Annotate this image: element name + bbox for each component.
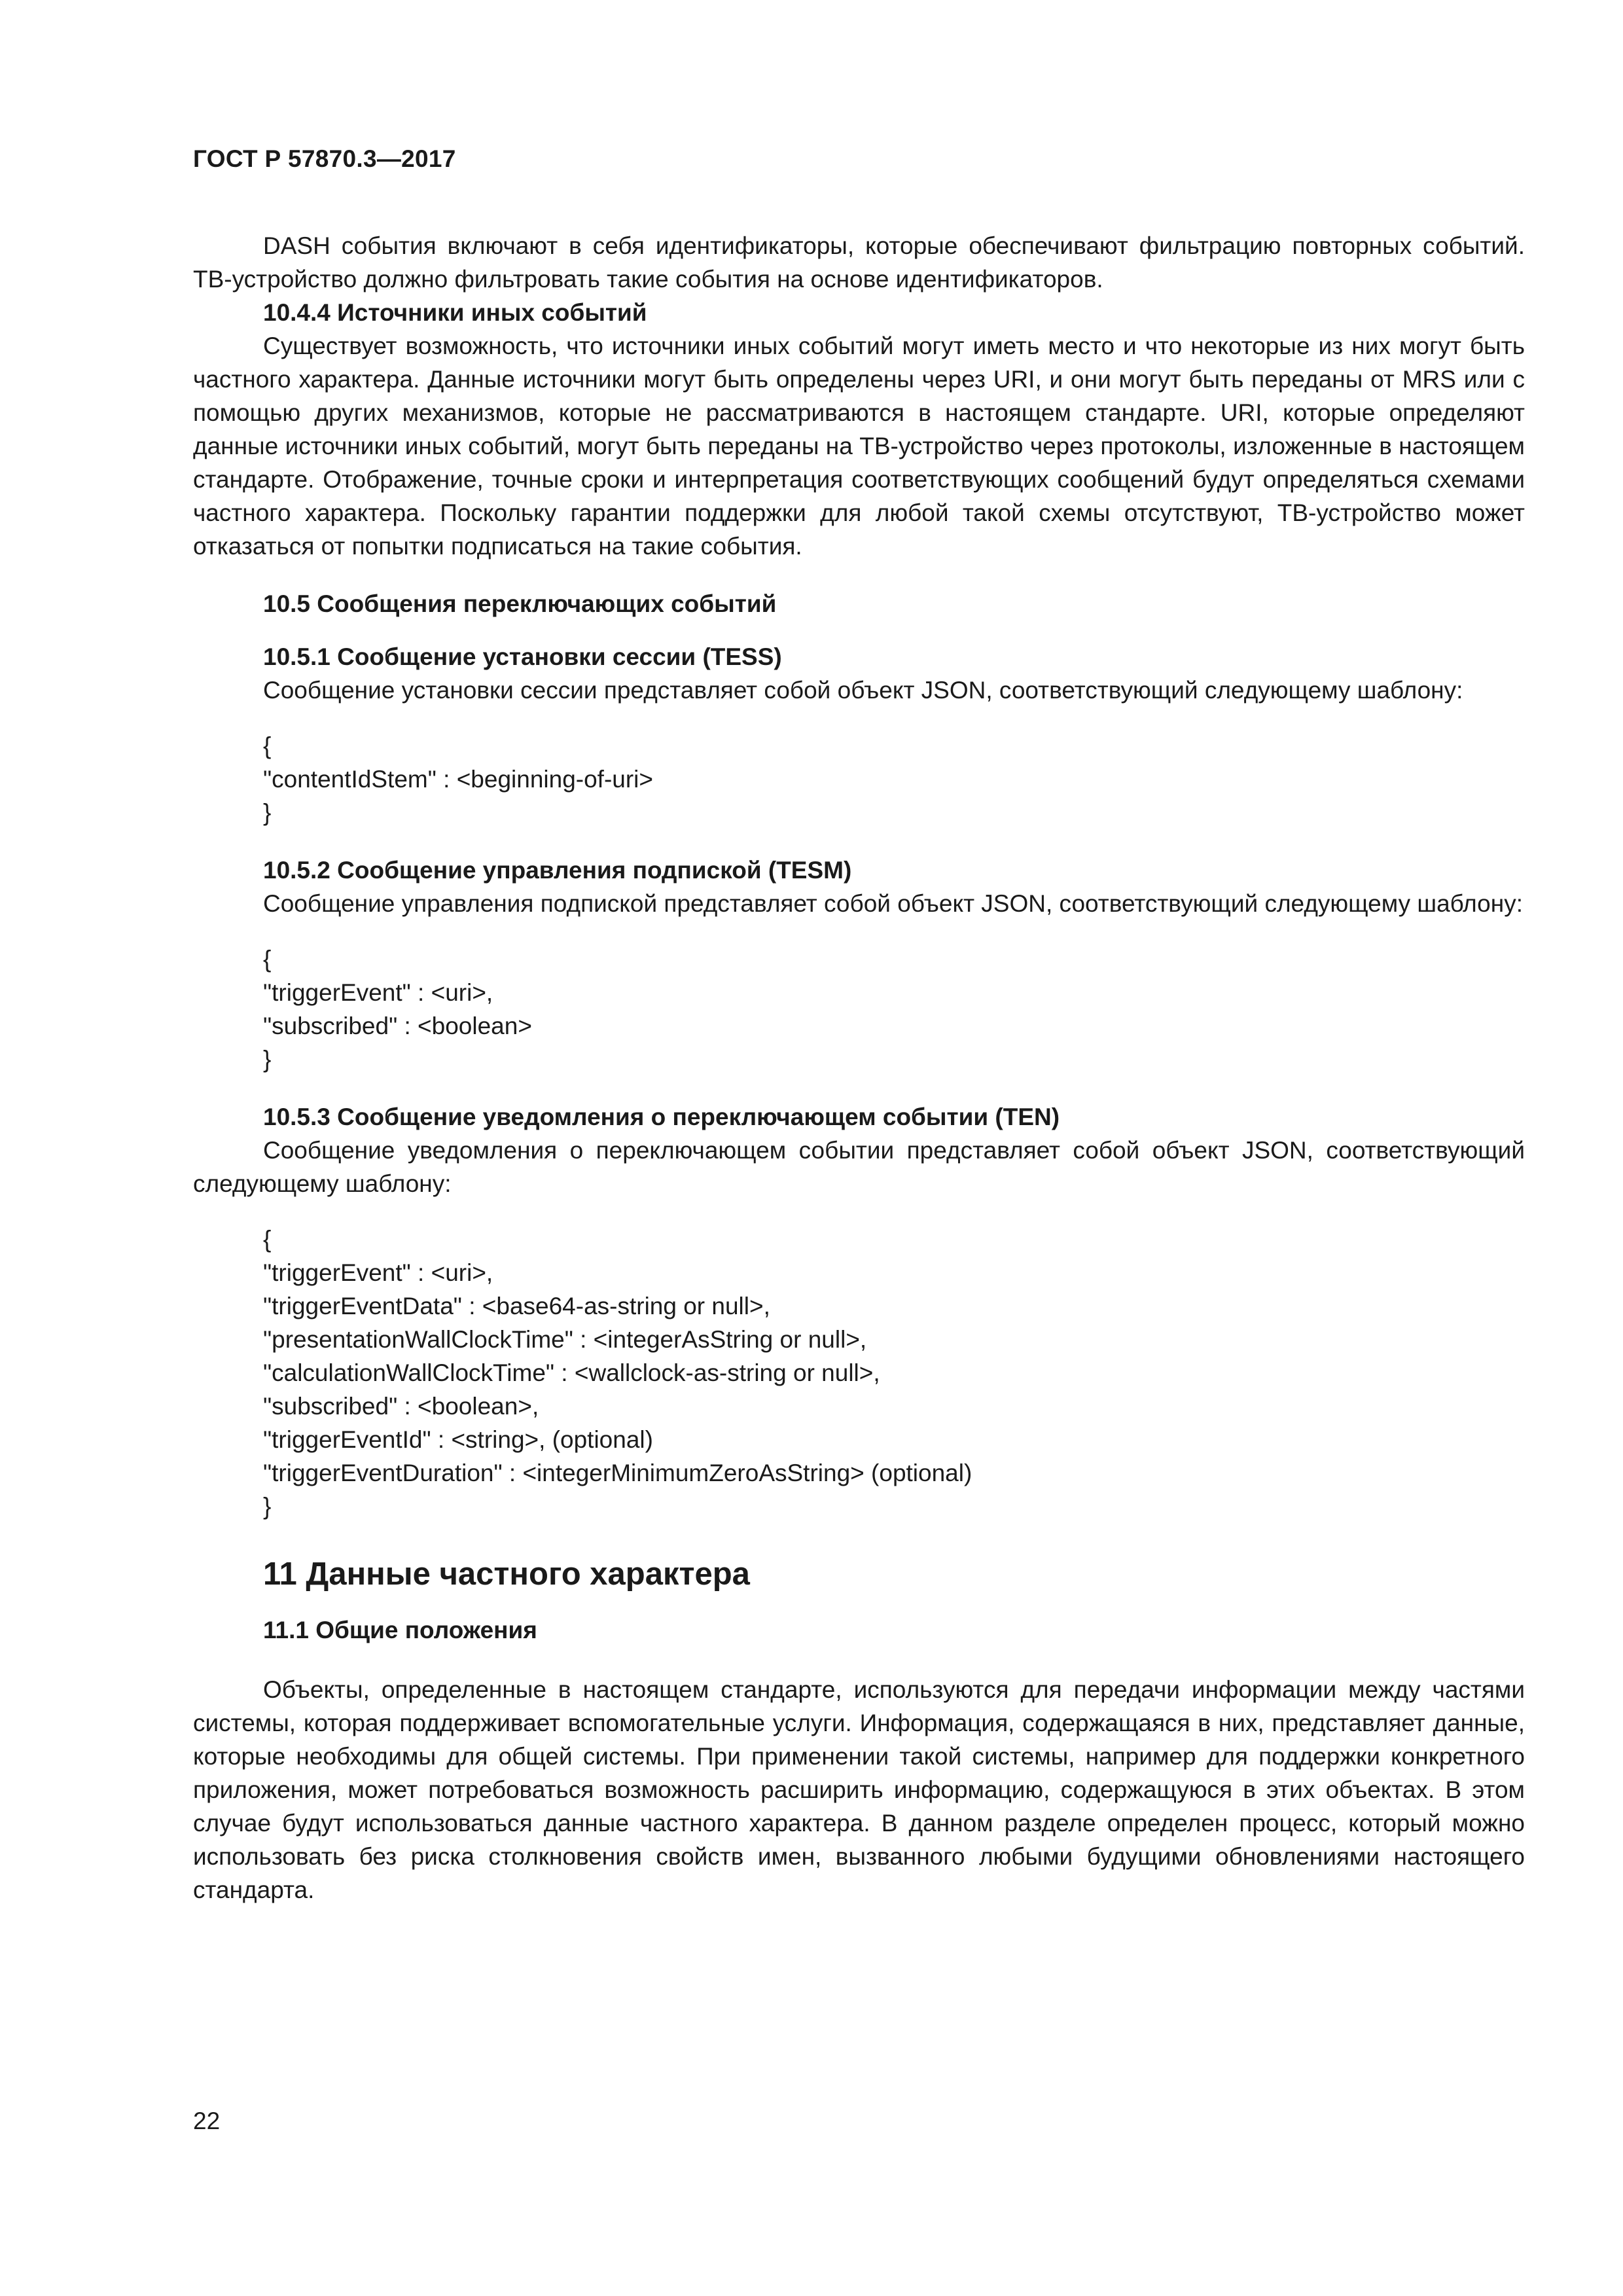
code-line: } [263, 1046, 272, 1073]
section-10-5-3-paragraph: Сообщение уведомления о переключающем событии представляет собой объект JSON, соответствующий следующему шаблону: [193, 1137, 1525, 1197]
code-line: "calculationWallClockTime" : <wallclock-as-string or null>, [263, 1359, 880, 1386]
section-10-5-2-paragraph: Сообщение управления подпиской представляет собой объект JSON, соответствующий следующему шаблону: [263, 890, 1523, 917]
code-line: "triggerEventDuration" : <integerMinimumZeroAsString> (optional) [263, 1460, 972, 1486]
intro-paragraph: DASH события включают в себя идентификаторы, которые обеспечивают фильтрацию повторных событий. ТВ-устройство должно фильтровать такие события на основе идентификаторов. [193, 232, 1525, 293]
section-10-4-4-paragraph: Существует возможность, что источники иных событий могут иметь место и что некоторые из них могут быть частного характера. Данные источники могут быть определены через URI, и они могут быть переданы от MRS или с помощью других механизмов, которые не рассматриваются в настоящем стандарте. URI, которые определяют данные источники иных событий, могут быть переданы на ТВ-устройство через протоколы, изложенные в настоящем стандарте. Отображение, точные сроки и интерпретация соответствующих сообщений будут определяться схемами частного характера. Поскольку гарантии поддержки для любой такой схемы отсутствуют, ТВ-устройство может отказаться от попытки подписаться на такие события. [193, 332, 1525, 560]
section-10-5-2-heading: 10.5.2 Сообщение управления подпиской (TESM) [263, 857, 852, 884]
page-content [193, 229, 1525, 1907]
section-10-5-3-heading: 10.5.3 Сообщение уведомления о переключающем событии (TEN) [263, 1103, 1060, 1130]
code-line: "contentIdStem" : <beginning-of-uri> [263, 766, 654, 793]
tesm-json-template [193, 942, 1525, 1076]
code-line: "triggerEvent" : <uri>, [263, 1259, 493, 1286]
code-line: { [263, 946, 272, 973]
code-line: "triggerEventId" : <string>, (optional) [263, 1426, 653, 1453]
section-10-5-1-paragraph: Сообщение установки сессии представляет собой объект JSON, соответствующий следующему шаблону: [263, 677, 1463, 704]
section-11-heading: 11 Данные частного характера [263, 1556, 750, 1592]
section-10-5-heading: 10.5 Сообщения переключающих событий [263, 590, 777, 617]
ten-json-template [193, 1223, 1525, 1523]
section-10-4-4-heading: 10.4.4 Источники иных событий [263, 299, 647, 326]
code-line: { [263, 732, 272, 759]
code-line: "triggerEventData" : <base64-as-string or null>, [263, 1293, 770, 1319]
section-11-1-heading: 11.1 Общие положения [263, 1617, 537, 1643]
section-11-1-paragraph: Объекты, определенные в настоящем стандарте, используются для передачи информации между частями системы, которая поддерживает вспомогательные услуги. Информация, содержащаяся в них, представляет данные, которые необходимы для общей системы. При применении такой системы, например для поддержки конкретного приложения, может потребоваться возможность расширить информацию, содержащуюся в этих объектах. В этом случае будут использоваться данные частного характера. В данном разделе определен процесс, который можно использовать без риска столкновения свойств имен, вызванного любыми будущими обновлениями настоящего стандарта. [193, 1676, 1525, 1903]
tess-json-template [193, 729, 1525, 829]
code-line: "presentationWallClockTime" : <integerAsString or null>, [263, 1326, 867, 1353]
code-line: "triggerEvent" : <uri>, [263, 979, 493, 1006]
code-line: "subscribed" : <boolean> [263, 1013, 532, 1039]
code-line: { [263, 1226, 272, 1253]
document-id-header: ГОСТ Р 57870.3—2017 [193, 145, 456, 172]
code-line: } [263, 799, 272, 826]
code-line: } [263, 1493, 272, 1520]
section-10-5-1-heading: 10.5.1 Сообщение установки сессии (TESS) [263, 643, 782, 670]
code-line: "subscribed" : <boolean>, [263, 1393, 539, 1420]
page-number: 22 [193, 2108, 221, 2134]
